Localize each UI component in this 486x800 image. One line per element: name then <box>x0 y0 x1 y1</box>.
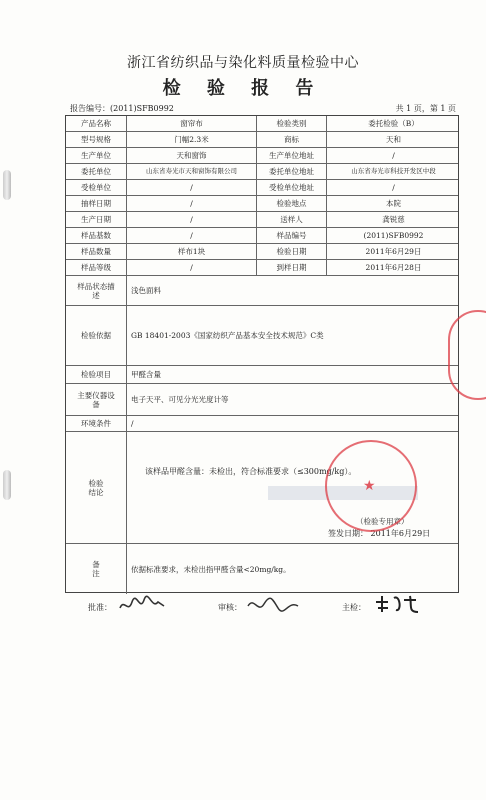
row-production-date <box>66 212 458 228</box>
value-sample-base: / <box>126 228 256 243</box>
value-sample-state: 浅色面料 <box>126 276 460 305</box>
label-sample-grade: 样品等级 <box>81 263 111 272</box>
value-model: 门幅2.3米 <box>126 132 256 147</box>
row-sample-grade <box>66 260 458 276</box>
label-production-date: 生产日期 <box>81 215 111 224</box>
value-inspected-address: / <box>326 180 460 195</box>
value-inspection-site: 本院 <box>326 196 460 211</box>
label-remarks: 备注 <box>92 560 100 578</box>
value-instruments: 电子天平、可见分光光度计等 <box>126 384 460 415</box>
page-title: 检 验 报 告 <box>162 78 324 99</box>
value-inspection-type: 委托检验（B） <box>326 116 460 131</box>
row-client <box>66 164 458 180</box>
value-sender: 龚锐慈 <box>326 212 460 227</box>
value-items: 甲醛含量 <box>126 366 460 383</box>
value-production-date: / <box>126 212 256 227</box>
value-client: 山东省寿光市天和窗饰有限公司 <box>126 164 256 179</box>
value-sample-qty: 样布1块 <box>126 244 256 259</box>
approve-label: 批准： <box>88 603 112 612</box>
row-sample-qty <box>66 244 458 260</box>
issue-date: 签发日期： 2011年6月29日 <box>328 529 431 538</box>
label-instruments: 主要仪器设 备 <box>77 390 115 409</box>
label-arrival-date: 到样日期 <box>256 260 326 275</box>
row-sampling-date <box>66 196 458 212</box>
row-environment <box>66 416 458 432</box>
label-sample-number: 样品编号 <box>256 228 326 243</box>
row-basis <box>66 306 458 366</box>
label-items: 检验项目 <box>81 370 111 379</box>
label-client: 委托单位 <box>81 167 111 176</box>
row-instruments <box>66 384 458 416</box>
value-client-address: 山东省寿光市科技开发区中段 <box>326 164 460 179</box>
value-inspection-date: 2011年6月29日 <box>326 244 460 259</box>
org-name: 浙江省纺织品与染化料质量检验中心 <box>127 55 359 71</box>
punch-hole-top <box>3 170 11 200</box>
side-seal-stamp <box>448 310 486 400</box>
value-brand: 天和 <box>326 132 460 147</box>
row-items <box>66 366 458 384</box>
label-producer: 生产单位 <box>81 151 111 160</box>
label-model: 型号规格 <box>81 135 111 144</box>
row-product-name <box>66 116 458 132</box>
label-inspection-site: 检验地点 <box>256 196 326 211</box>
label-inspected-address: 受检单位地址 <box>256 180 326 195</box>
value-inspected-unit: / <box>126 180 256 195</box>
value-sample-grade: / <box>126 260 256 275</box>
row-inspected-unit <box>66 180 458 196</box>
label-environment: 环境条件 <box>81 419 111 428</box>
row-remarks <box>66 544 458 594</box>
label-producer-address: 生产单位地址 <box>256 148 326 163</box>
chief-label: 主检： <box>342 603 366 612</box>
label-inspected-unit: 受检单位 <box>81 183 111 192</box>
value-basis: GB 18401-2003《国家纺织产品基本安全技术规范》C类 <box>126 306 460 365</box>
value-sampling-date: / <box>126 196 256 211</box>
value-arrival-date: 2011年6月28日 <box>326 260 460 275</box>
label-brand: 商标 <box>256 132 326 147</box>
row-model <box>66 132 458 148</box>
value-remarks: 依据标准要求，未检出指甲醛含量<20mg/kg。 <box>126 544 460 594</box>
value-sample-number: (2011)SFB0992 <box>326 228 460 243</box>
label-sample-qty: 样品数量 <box>81 247 111 256</box>
label-sample-base: 样品基数 <box>81 231 111 240</box>
label-inspection-date: 检验日期 <box>256 244 326 259</box>
label-client-address: 委托单位地址 <box>256 164 326 179</box>
row-producer <box>66 148 458 164</box>
value-producer-address: / <box>326 148 460 163</box>
page-count: 共 1 页，第 1 页 <box>395 104 456 113</box>
chief-signature <box>372 592 422 616</box>
label-sender: 送样人 <box>256 212 326 227</box>
label-product-name: 产品名称 <box>81 119 111 128</box>
label-inspection-type: 检验类别 <box>256 116 326 131</box>
label-sampling-date: 抽样日期 <box>81 199 111 208</box>
label-basis: 检验依据 <box>81 331 111 340</box>
label-conclusion: 检验结论 <box>88 478 104 497</box>
conclusion-text: 该样品甲醛含量：未检出，符合标准要求（≤300mg/kg）。 <box>145 467 357 476</box>
label-sample-state: 样品状态描 述 <box>77 281 115 300</box>
row-sample-state <box>66 276 458 306</box>
row-sample-base <box>66 228 458 244</box>
value-environment: / <box>126 416 460 431</box>
seal-note: （检验专用章） <box>356 517 409 526</box>
review-signature <box>246 594 301 616</box>
stamp-star-icon: ★ <box>363 478 376 494</box>
report-number: 报告编号：(2011)SFB0992 <box>70 104 174 113</box>
punch-hole-bottom <box>3 470 11 500</box>
review-label: 审核： <box>218 603 242 612</box>
value-producer: 天和窗饰 <box>126 148 256 163</box>
value-product-name: 窗帘布 <box>126 116 256 131</box>
approve-signature <box>118 594 168 616</box>
